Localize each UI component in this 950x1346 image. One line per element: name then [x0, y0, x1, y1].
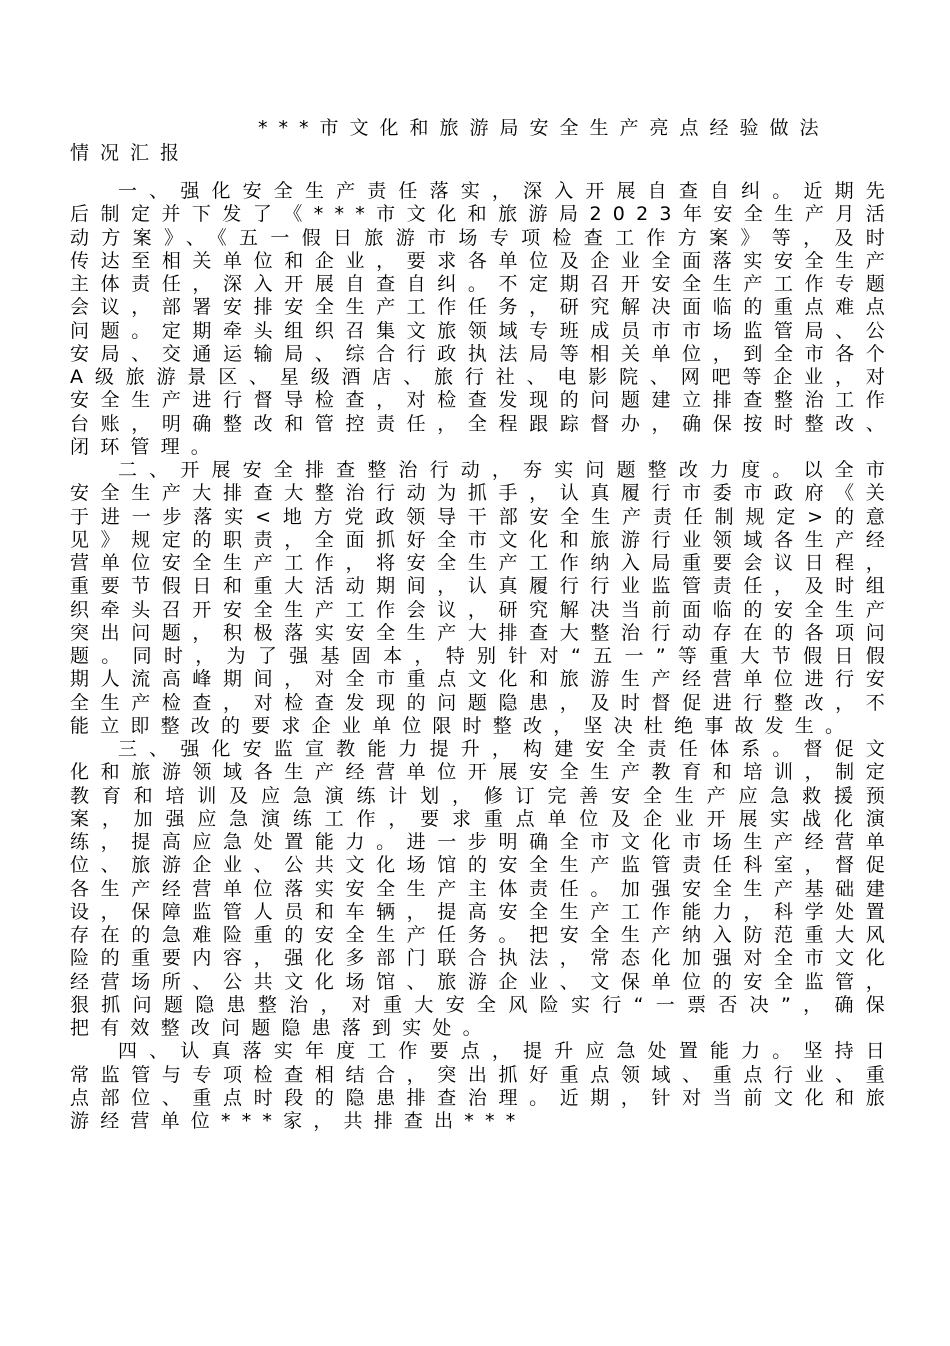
- paragraph-1: 一、强化安全生产责任落实，深入开展自查自纠。近期先后制定并下发了《***市文化和旅游局2023年安全生产月活动方案》、《五一假日旅游市场专项检查工作方案》等，及时传达至相关单位和企业，要求各单位及企业全面落实安全生产主体责任，深入开展自查自纠。不定期召开安全生产工作专题会议，部署安排安全生产工作任务，研究解决面临的重点难点问题。定期牵头组织召集文旅领域专班成员市市场监管局、公安局、交通运输局、综合行政执法局等相关单位，到全市各个A级旅游景区、星级酒店、旅行社、电影院、网吧等企业，对安全生产进行督导检查，对检查发现的问题建立排查整治工作台账，明确整改和管控责任，全程跟踪督办，确保按时整改、闭环管理。: [70, 180, 896, 458]
- paragraph-3: 三、强化安监宣教能力提升，构建安全责任体系。督促文化和旅游领域各生产经营单位开展安全生产教育和培训，制定教育和培训及应急演练计划，修订完善安全生产应急救援预案，加强应急演练工作，要求重点单位及企业开展实战化演练，提高应急处置能力。进一步明确全市文化市场生产经营单位、旅游企业、公共文化场馆的安全生产监管责任科室，督促各生产经营单位落实安全生产主体责任。加强安全生产基础建设，保障监管人员和车辆，提高安全生产工作能力，科学处置存在的急难险重的安全生产任务。把安全生产纳入防范重大风险的重要内容，强化多部门联合执法，常态化加强对全市文化经营场所、公共文化场馆、旅游企业、文保单位的安全监管，狠抓问题隐患整治，对重大安全风险实行“一票否决”，确保把有效整改问题隐患落到实处。: [70, 738, 896, 1039]
- paragraph-4: 四、认真落实年度工作要点，提升应急处置能力。坚持日常监管与专项检查相结合，突出抓好重点领域、重点行业、重点部位、重点时段的隐患排查治理。近期，针对当前文化和旅游经营单位***家，共排查出***: [70, 1040, 896, 1132]
- document-body: [70, 180, 896, 1133]
- document-title: ***市文化和旅游局安全生产亮点经验做法: [258, 117, 830, 139]
- paragraph-2: 二、开展安全排查整治行动，夯实问题整改力度。以全市安全生产大排查大整治行动为抓手，认真履行市委市政府《关于进一步落实<地方党政领导干部安全生产责任制规定>的意见》规定的职责，全面抓好全市文化和旅游行业领域各生产经营单位安全生产工作，将安全生产工作纳入局重要会议日程，重要节假日和重大活动期间，认真履行行业监管责任，及时组织牵头召开安全生产工作会议，研究解决当前面临的安全生产突出问题，积极落实安全生产大排查大整治行动存在的各项问题。同时，为了强基固本，特别针对“五一”等重大节假日假期人流高峰期间，对全市重点文化和旅游生产经营单位进行安全生产检查，对检查发现的问题隐患，及时督促进行整改，不能立即整改的要求企业单位限时整改，坚决杜绝事故发生。: [70, 459, 896, 737]
- document-title-continuation: 情况汇报: [70, 142, 191, 164]
